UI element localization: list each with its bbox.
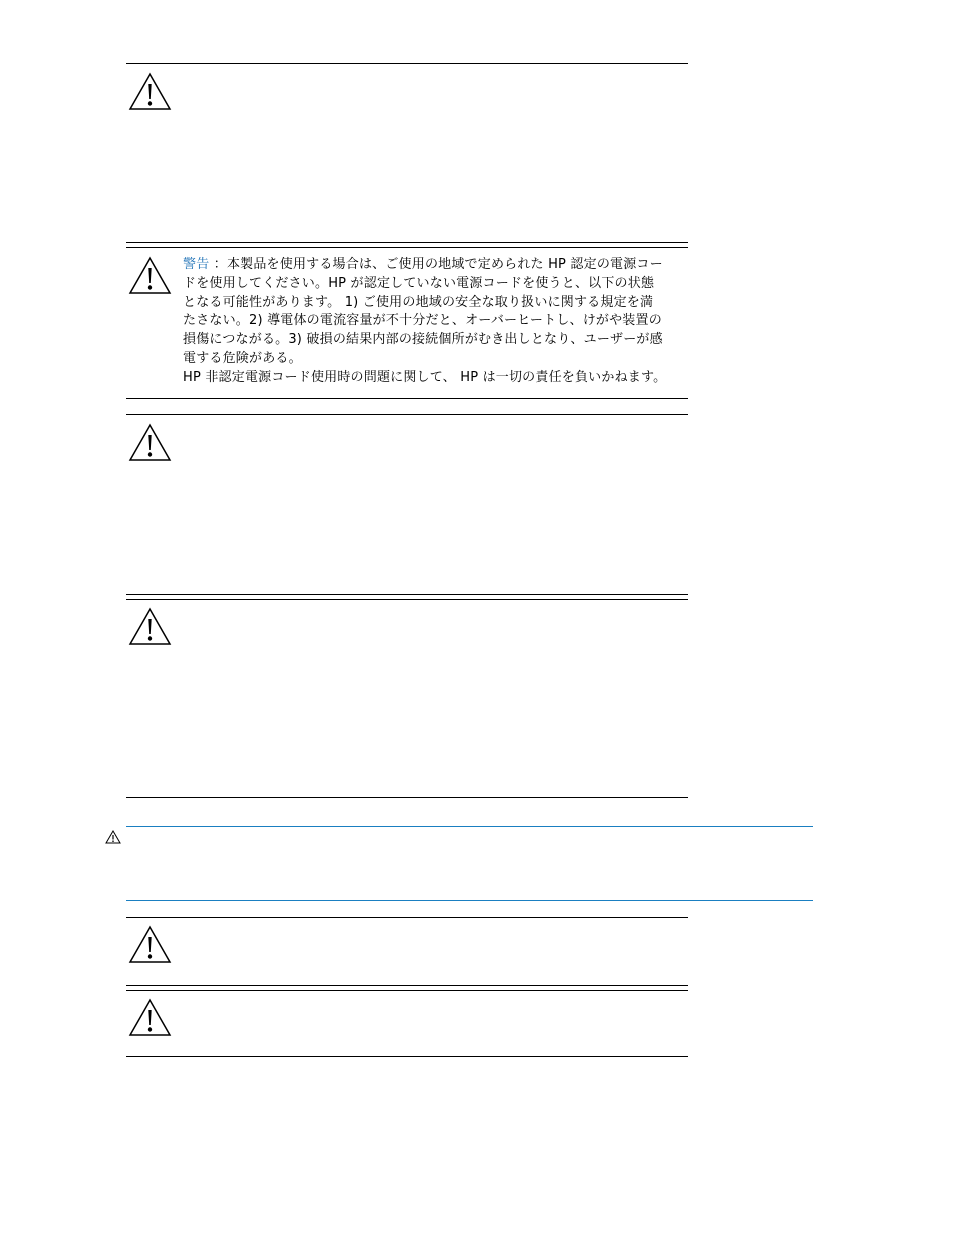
warning-triangle-icon — [128, 998, 172, 1038]
warning-line-4: たさない。2) 導電体の電流容量が不十分だと、オーバーヒートし、けがや装置の — [183, 313, 662, 329]
warning-triangle-icon — [128, 423, 172, 463]
warning-line-7: HP 非認定電源コード使用時の問題に関して、 HP は一切の責任を負いかねます。 — [183, 369, 667, 385]
block-2-top-rule — [126, 247, 688, 248]
block-1-bottom-rule-a — [126, 242, 688, 243]
blue-block-top-rule — [126, 826, 813, 827]
warning-line-3: となる可能性があります。 1) ご使用の地域の安全な取り扱いに関する規定を満 — [183, 294, 654, 310]
blue-block-bottom-rule — [126, 900, 813, 901]
warning-triangle-icon — [128, 72, 172, 112]
block-2-bottom-rule — [126, 398, 688, 399]
block-5-bottom-rule-a — [126, 985, 688, 986]
block-3-top-rule — [126, 414, 688, 415]
warning-triangle-icon — [128, 925, 172, 965]
japanese-warning-text — [183, 256, 698, 388]
small-warning-icon — [105, 830, 121, 844]
block-4-top-rule — [126, 599, 688, 600]
block-6-top-rule — [126, 990, 688, 991]
warning-separator: ： — [213, 257, 227, 272]
block-4-bottom-rule — [126, 797, 688, 798]
warning-label: 警告 — [183, 257, 210, 272]
warning-triangle-icon — [128, 256, 172, 296]
block-6-bottom-rule — [126, 1056, 688, 1057]
block-1-top-rule — [126, 63, 688, 64]
warning-line-6: 電する危険がある。 — [183, 350, 302, 366]
warning-triangle-icon — [128, 607, 172, 647]
block-5-top-rule — [126, 917, 688, 918]
warning-line-5: 損傷につながる。3) 破損の結果内部の接続個所がむき出しとなり、ユーザーが感 — [183, 332, 663, 348]
warning-line-1: 警告 ：本製品を使用する場合は、ご使用の地域で定められた HP 認定の電源コー — [183, 257, 663, 272]
block-3-bottom-rule-a — [126, 594, 688, 595]
warning-line-2: ドを使用してください。HP が認定していない電源コードを使うと、以下の状態 — [183, 275, 655, 291]
